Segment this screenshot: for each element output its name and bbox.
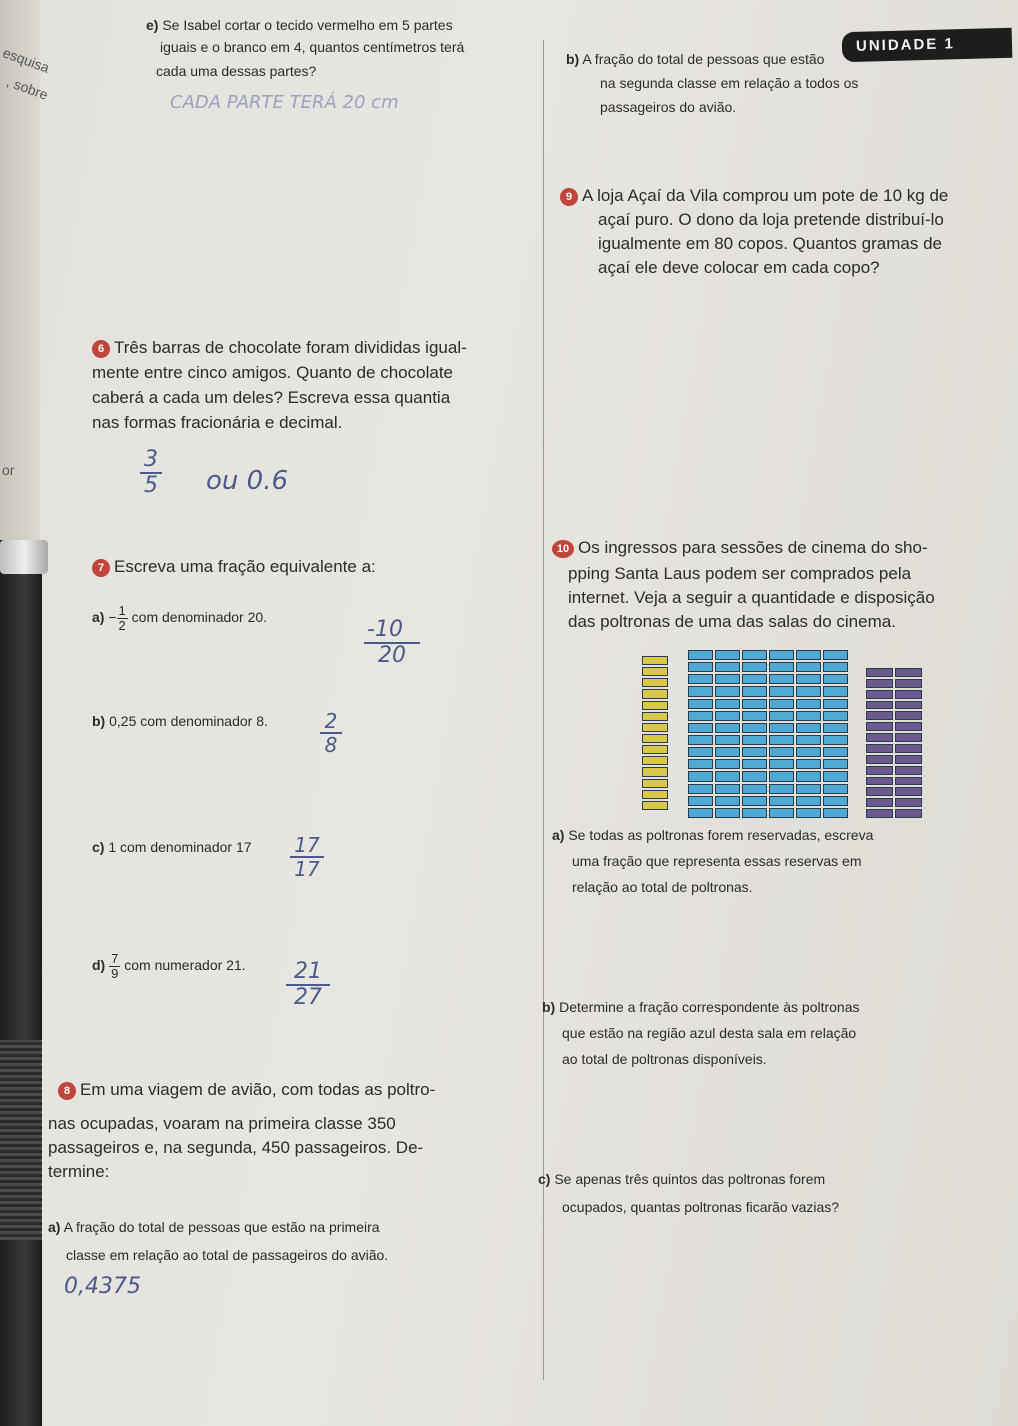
seat-purple xyxy=(895,798,922,807)
seat-purple xyxy=(866,809,893,818)
seat-blue xyxy=(796,796,821,806)
seat-blue xyxy=(823,759,848,769)
handwritten-7c-numerator: 17 xyxy=(294,833,320,857)
question-7b-label: b) xyxy=(92,713,106,729)
seat-blue xyxy=(769,759,794,769)
fraction-numerator: 1 xyxy=(118,603,126,618)
seat-blue xyxy=(769,747,794,757)
seats-purple-block xyxy=(866,668,924,820)
seat-blue xyxy=(742,686,767,696)
seat-blue xyxy=(796,759,821,769)
question-10c-line2: ocupados, quantas poltronas ficarão vazias? xyxy=(562,1199,840,1215)
seat-blue xyxy=(688,699,713,709)
seat-yellow xyxy=(642,678,668,687)
question-e-label: e) xyxy=(146,17,159,33)
question-7d-text: com numerador 21. xyxy=(124,957,246,974)
seat-blue xyxy=(715,735,740,745)
seat-purple xyxy=(895,755,922,764)
seat-blue xyxy=(715,784,740,794)
question-7-number: 7 xyxy=(92,559,110,577)
question-8-number: 8 xyxy=(58,1082,76,1100)
seat-blue xyxy=(823,711,848,721)
question-7a-text: com denominador 20. xyxy=(131,609,268,626)
seat-blue xyxy=(823,699,848,709)
seat-blue xyxy=(823,662,848,672)
seat-blue xyxy=(796,747,821,757)
seat-blue xyxy=(796,662,821,672)
question-e-line2: iguais e o branco em 4, quantos centímetros terá xyxy=(160,39,465,55)
question-7b-text: 0,25 com denominador 8. xyxy=(109,713,268,729)
seat-blue xyxy=(769,723,794,733)
question-10c-line1: Se apenas três quintos das poltronas forem xyxy=(554,1171,826,1187)
question-7-title: Escreva uma fração equivalente a: xyxy=(114,557,376,576)
question-9-line2: açaí puro. O dono da loja pretende distribuí-lo xyxy=(598,210,944,229)
seat-blue xyxy=(769,650,794,660)
question-10a-line3: relação ao total de poltronas. xyxy=(572,879,753,895)
seat-purple xyxy=(895,668,922,677)
seat-blue xyxy=(742,662,767,672)
seat-blue xyxy=(688,711,713,721)
pen-clip xyxy=(0,540,48,574)
seat-blue xyxy=(715,723,740,733)
question-10a-line2: uma fração que representa essas reservas em xyxy=(572,853,862,869)
handwritten-answer-7c xyxy=(290,834,324,880)
seat-purple xyxy=(895,766,922,775)
seat-blue xyxy=(823,674,848,684)
seat-blue xyxy=(715,686,740,696)
question-e-line1: Se Isabel cortar o tecido vermelho em 5 partes xyxy=(162,17,453,33)
seats-blue-block xyxy=(688,650,850,820)
seat-blue xyxy=(796,674,821,684)
question-7c-text: 1 com denominador 17 xyxy=(108,839,252,855)
question-8b-line2: na segunda classe em relação a todos os xyxy=(600,75,859,91)
seat-blue xyxy=(742,699,767,709)
seat-blue xyxy=(688,747,713,757)
handwritten-7c-denominator: 17 xyxy=(294,857,320,881)
seat-purple xyxy=(866,744,893,753)
seat-yellow xyxy=(642,790,668,799)
fraction-numerator: 7 xyxy=(111,951,119,966)
seat-blue xyxy=(715,662,740,672)
seat-yellow xyxy=(642,667,668,676)
seat-blue xyxy=(823,771,848,781)
fraction-one-half xyxy=(117,604,128,633)
question-e-line3: cada uma dessas partes? xyxy=(156,63,317,79)
seat-blue xyxy=(742,771,767,781)
seat-yellow xyxy=(642,745,668,754)
seat-blue xyxy=(688,662,713,672)
seat-blue xyxy=(742,747,767,757)
seat-purple xyxy=(895,787,922,796)
question-10b-line2: que estão na região azul desta sala em relação xyxy=(562,1025,857,1041)
question-8-line3: passageiros e, na segunda, 450 passageiros. De- xyxy=(48,1138,424,1157)
seat-yellow xyxy=(642,689,668,698)
seat-blue xyxy=(796,735,821,745)
question-6-line3: caberá a cada um deles? Escreva essa quantia xyxy=(92,388,451,407)
question-10-line4: das poltronas de uma das salas do cinema. xyxy=(568,612,896,631)
seat-blue xyxy=(688,723,713,733)
question-7b xyxy=(92,712,268,731)
seat-blue xyxy=(742,723,767,733)
seat-yellow xyxy=(642,756,668,765)
question-8a-line2: classe em relação ao total de passageiros do avião. xyxy=(66,1247,389,1263)
question-10b-line3: ao total de poltronas disponíveis. xyxy=(562,1051,767,1067)
seat-purple xyxy=(895,733,922,742)
unit-badge: UNIDADE 1 xyxy=(842,28,1013,62)
handwritten-7b-denominator: 8 xyxy=(324,733,338,757)
margin-fragment-2: , sobre xyxy=(4,73,51,103)
seat-purple xyxy=(866,777,893,786)
seat-blue xyxy=(688,686,713,696)
question-9-line4: açaí ele deve colocar em cada copo? xyxy=(598,258,880,277)
seat-blue xyxy=(688,784,713,794)
question-10-line3: internet. Veja a seguir a quantidade e disposição xyxy=(568,588,935,607)
fraction-denominator: 2 xyxy=(118,618,126,633)
question-10c-label: c) xyxy=(538,1171,551,1187)
seat-purple xyxy=(866,711,893,720)
question-8b-line3: passageiros do avião. xyxy=(600,99,737,115)
seat-blue xyxy=(769,686,794,696)
seat-yellow xyxy=(642,701,668,710)
seat-purple xyxy=(895,809,922,818)
question-6-line1: Três barras de chocolate foram divididas igual- xyxy=(114,338,467,357)
seat-blue xyxy=(715,771,740,781)
question-7a: a) − $\frac{1}{2}$ com denominador 20. xyxy=(92,603,268,633)
question-10a-label: a) xyxy=(552,827,565,843)
seat-blue xyxy=(769,735,794,745)
handwritten-7a-numerator: -10 xyxy=(367,617,403,642)
seat-blue xyxy=(715,699,740,709)
question-9-line1: A loja Açaí da Vila comprou um pote de 10 kg de xyxy=(582,186,949,205)
seat-purple xyxy=(895,777,922,786)
seat-blue xyxy=(796,711,821,721)
question-7 xyxy=(92,555,376,578)
seat-yellow xyxy=(642,779,668,788)
question-6-number: 6 xyxy=(92,340,110,358)
seat-blue xyxy=(769,662,794,672)
seat-purple xyxy=(895,744,922,753)
question-8-line1: Em uma viagem de avião, com todas as poltro- xyxy=(80,1080,436,1099)
seat-blue xyxy=(688,759,713,769)
pen-grip xyxy=(0,1040,42,1240)
seat-blue xyxy=(823,784,848,794)
seat-blue xyxy=(823,723,848,733)
fraction-seven-ninths xyxy=(109,952,120,981)
seat-purple xyxy=(895,679,922,688)
seat-blue xyxy=(742,808,767,818)
question-9-line3: igualmente em 80 copos. Quantos gramas de xyxy=(598,234,942,253)
question-9 xyxy=(560,184,948,207)
seat-purple xyxy=(895,690,922,699)
seat-blue xyxy=(688,808,713,818)
seat-blue xyxy=(769,674,794,684)
handwritten-7d-denominator: 27 xyxy=(294,985,322,1010)
seat-blue xyxy=(796,784,821,794)
seat-blue xyxy=(742,735,767,745)
seat-blue xyxy=(823,808,848,818)
handwritten-6-denominator: 5 xyxy=(144,473,158,498)
seat-blue xyxy=(796,771,821,781)
question-10 xyxy=(552,536,928,559)
question-8-line4: termine: xyxy=(48,1162,110,1181)
seat-blue xyxy=(715,808,740,818)
question-8a xyxy=(48,1218,380,1237)
seat-blue xyxy=(715,674,740,684)
question-6-line4: nas formas fracionária e decimal. xyxy=(92,413,343,432)
seat-blue xyxy=(823,747,848,757)
handwritten-answer-7d xyxy=(286,960,330,1010)
question-10b-label: b) xyxy=(542,999,556,1015)
seat-blue xyxy=(715,747,740,757)
margin-fragment-3: or xyxy=(2,462,15,478)
seat-blue xyxy=(769,808,794,818)
seat-blue xyxy=(823,686,848,696)
seat-blue xyxy=(796,699,821,709)
seat-blue xyxy=(715,759,740,769)
seat-blue xyxy=(688,674,713,684)
seat-purple xyxy=(895,711,922,720)
question-10b-line1: Determine a fração correspondente às poltronas xyxy=(559,999,860,1015)
seat-purple xyxy=(866,722,893,731)
question-10a xyxy=(552,826,873,845)
seat-blue xyxy=(796,686,821,696)
seat-blue xyxy=(769,784,794,794)
pen xyxy=(0,540,42,1426)
seat-blue xyxy=(688,650,713,660)
handwritten-answer-8a: 0,4375 xyxy=(64,1274,141,1299)
handwritten-answer-6-decimal: ou 0.6 xyxy=(206,466,288,496)
seat-blue xyxy=(688,796,713,806)
seat-purple xyxy=(866,701,893,710)
seat-purple xyxy=(866,668,893,677)
seat-purple xyxy=(866,733,893,742)
question-8b-line1: A fração do total de pessoas que estão xyxy=(582,51,825,67)
handwritten-7d-numerator: 21 xyxy=(294,959,322,984)
seat-yellow xyxy=(642,723,668,732)
seat-yellow xyxy=(642,767,668,776)
handwritten-answer-6-fraction xyxy=(140,448,162,498)
seat-blue xyxy=(688,771,713,781)
question-8 xyxy=(58,1078,435,1101)
seat-purple xyxy=(866,755,893,764)
question-7a-label: a) xyxy=(92,609,105,626)
seat-blue xyxy=(715,711,740,721)
seat-blue xyxy=(742,674,767,684)
handwritten-answer-7b xyxy=(320,710,342,756)
handwritten-7b-numerator: 2 xyxy=(324,709,338,733)
question-8-line2: nas ocupadas, voaram na primeira classe 350 xyxy=(48,1114,396,1133)
question-10b xyxy=(542,998,860,1017)
seat-purple xyxy=(866,798,893,807)
question-9-number: 9 xyxy=(560,188,578,206)
question-6-line2: mente entre cinco amigos. Quanto de chocolate xyxy=(92,363,453,382)
seat-blue xyxy=(796,808,821,818)
question-10a-line1: Se todas as poltronas forem reservadas, escreva xyxy=(568,827,874,843)
seat-blue xyxy=(742,796,767,806)
handwritten-7a-denominator: 20 xyxy=(378,643,406,668)
seat-purple xyxy=(866,690,893,699)
question-7d-label: d) xyxy=(92,957,106,974)
seat-blue xyxy=(742,711,767,721)
seat-blue xyxy=(769,699,794,709)
question-8a-line1: A fração do total de pessoas que estão na primeira xyxy=(63,1219,380,1235)
question-8b xyxy=(566,50,824,69)
seat-blue xyxy=(796,723,821,733)
question-7d xyxy=(92,952,246,981)
question-7c xyxy=(92,838,252,857)
seat-yellow xyxy=(642,734,668,743)
seat-blue xyxy=(823,796,848,806)
seat-yellow xyxy=(642,712,668,721)
margin-fragment-1: esquisa xyxy=(0,44,52,76)
seat-blue xyxy=(796,650,821,660)
seat-blue xyxy=(688,735,713,745)
seat-blue xyxy=(742,650,767,660)
handwritten-answer-e: CADA PARTE TERÁ 20 cm xyxy=(170,92,399,113)
question-10c xyxy=(538,1170,825,1189)
seat-blue xyxy=(715,650,740,660)
question-e xyxy=(146,16,453,35)
handwritten-answer-7a xyxy=(350,618,420,668)
seat-purple xyxy=(866,766,893,775)
seat-purple xyxy=(866,787,893,796)
question-10-line2: pping Santa Laus podem ser comprados pela xyxy=(568,564,912,583)
seat-blue xyxy=(769,796,794,806)
seat-purple xyxy=(866,679,893,688)
question-10-line1: Os ingressos para sessões de cinema do sho- xyxy=(578,538,928,557)
seat-blue xyxy=(769,771,794,781)
seat-blue xyxy=(823,735,848,745)
question-10-number: 10 xyxy=(552,540,574,558)
seat-blue xyxy=(823,650,848,660)
seat-blue xyxy=(715,796,740,806)
seat-yellow xyxy=(642,801,668,810)
handwritten-6-numerator: 3 xyxy=(144,447,158,472)
seat-blue xyxy=(742,784,767,794)
seat-blue xyxy=(742,759,767,769)
seat-yellow xyxy=(642,656,668,665)
fraction-denominator: 9 xyxy=(111,966,119,981)
seats-yellow-column xyxy=(642,656,670,812)
question-8b-label: b) xyxy=(566,51,580,67)
question-6 xyxy=(92,336,467,359)
seat-blue xyxy=(769,711,794,721)
question-7c-label: c) xyxy=(92,839,105,855)
seat-purple xyxy=(895,722,922,731)
question-8a-label: a) xyxy=(48,1219,61,1235)
seat-purple xyxy=(895,701,922,710)
